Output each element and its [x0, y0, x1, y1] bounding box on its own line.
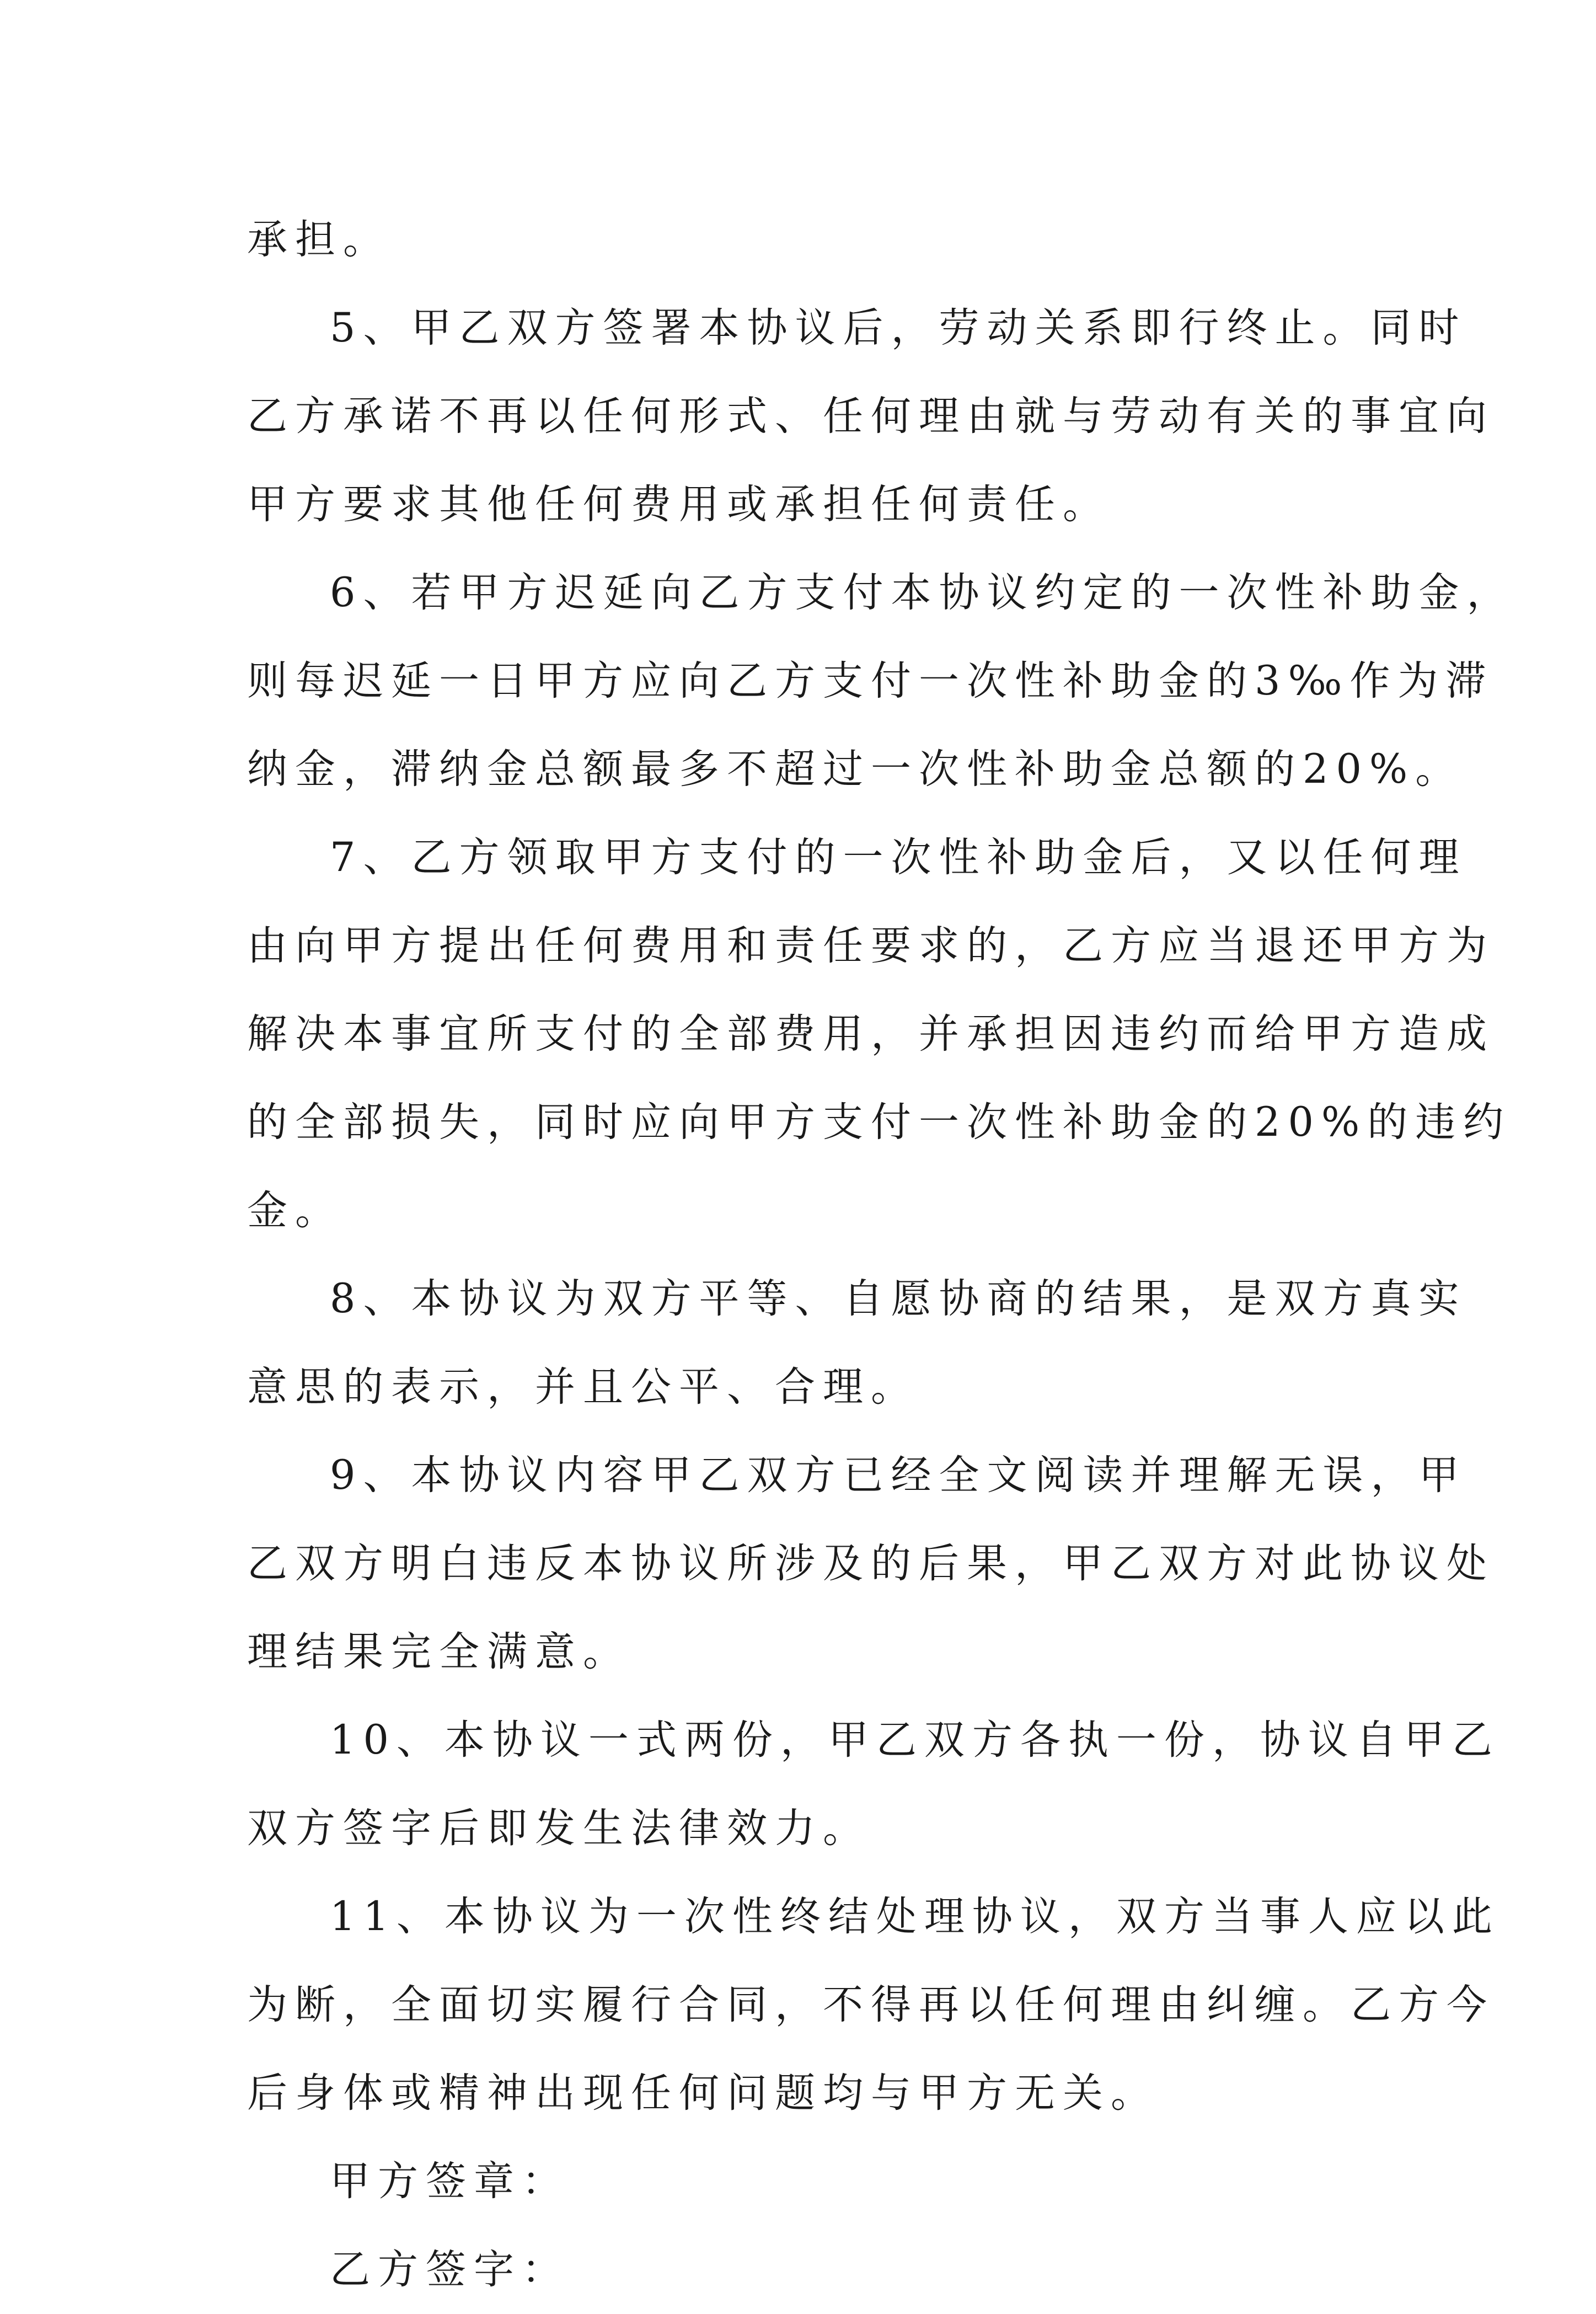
text-line: 甲方要求其他任何费用或承担任何责任。 — [247, 481, 1111, 528]
text-line: 理结果完全满意。 — [247, 1628, 631, 1675]
text-line: 则每迟延一日甲方应向乙方支付一次性补助金的3‰作为滞 — [247, 658, 1494, 704]
text-line: 双方签字后即发生法律效力。 — [247, 1805, 871, 1852]
text-line: 乙双方明白违反本协议所涉及的后果，甲乙双方对此协议处 — [247, 1540, 1495, 1587]
clause-5-line: 5、甲乙双方签署本协议后，劳动关系即行终止。同时 — [330, 304, 1467, 351]
clause-8-line: 8、本协议为双方平等、自愿协商的结果，是双方真实 — [330, 1275, 1467, 1322]
clause-10-line: 10、本协议一式两份，甲乙双方各执一份，协议自甲乙 — [330, 1717, 1500, 1763]
clause-9-line: 9、本协议内容甲乙双方已经全文阅读并理解无误，甲 — [330, 1452, 1467, 1499]
text-line: 由向甲方提出任何费用和责任要求的，乙方应当退还甲方为 — [247, 922, 1495, 969]
party-b-signature-label: 乙方签字： — [330, 2246, 570, 2293]
agreement-body — [247, 196, 1515, 2314]
text-line: 金。 — [247, 1187, 343, 1234]
text-line: 为断，全面切实履行合同，不得再以任何理由纠缠。乙方今 — [247, 1981, 1495, 2028]
text-line: 承担。 — [247, 216, 391, 263]
text-line: 意思的表示，并且公平、合理。 — [247, 1364, 919, 1410]
text-line: 乙方承诺不再以任何形式、任何理由就与劳动有关的事宜向 — [247, 393, 1495, 440]
clause-6-line: 6、若甲方迟延向乙方支付本协议约定的一次性补助金， — [330, 569, 1515, 616]
text-line: 纳金，滞纳金总额最多不超过一次性补助金总额的20%。 — [247, 746, 1464, 793]
clause-7-line: 7、乙方领取甲方支付的一次性补助金后，又以任何理 — [330, 834, 1467, 881]
clause-11-line: 11、本协议为一次性终结处理协议，双方当事人应以此 — [330, 1893, 1500, 1940]
party-a-signature-label: 甲方签章： — [330, 2158, 570, 2205]
text-line: 后身体或精神出现任何问题均与甲方无关。 — [247, 2070, 1159, 2117]
text-line: 的全部损失，同时应向甲方支付一次性补助金的20%的违约 — [247, 1099, 1512, 1146]
text-line: 解决本事宜所支付的全部费用，并承担因违约而给甲方造成 — [247, 1011, 1495, 1057]
